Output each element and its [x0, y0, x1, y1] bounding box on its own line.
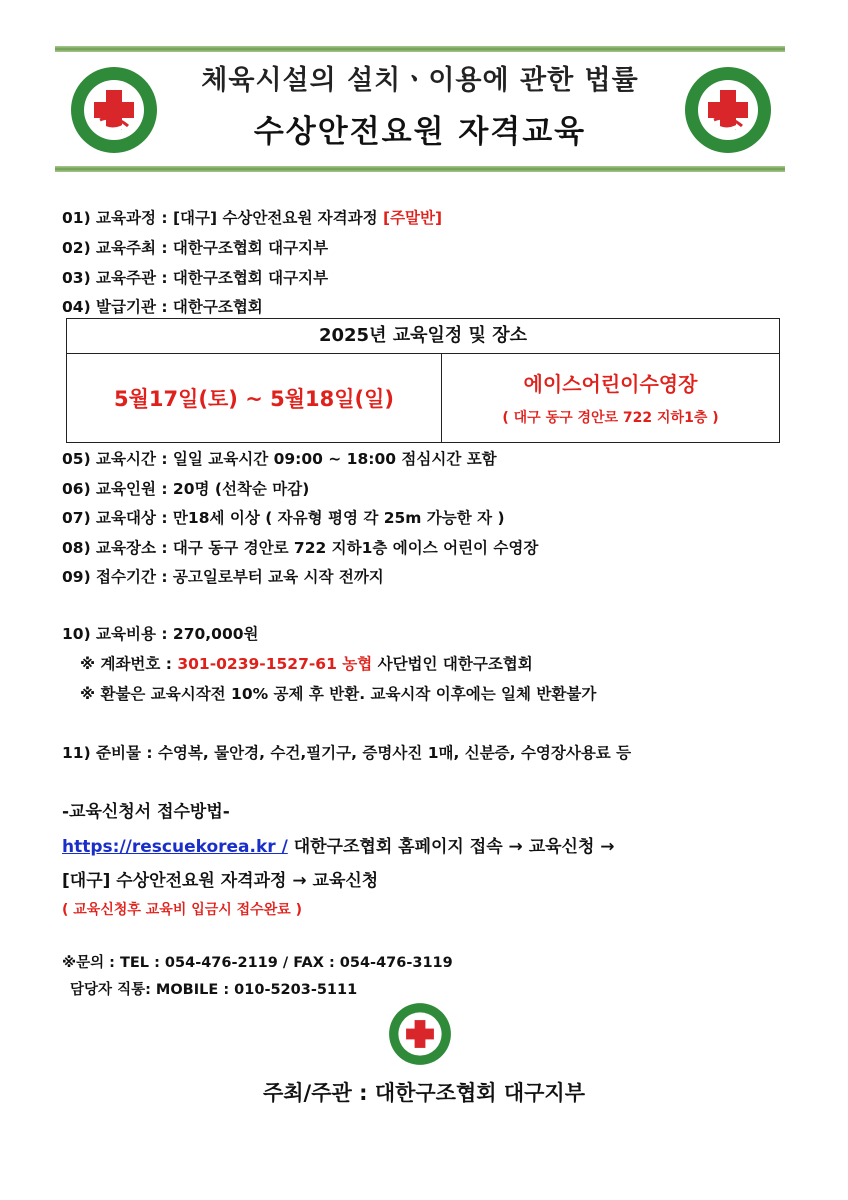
header-top-bar	[55, 46, 785, 52]
venue-name: 에이스어린이수영장	[523, 372, 698, 396]
header-title-course: 수상안전요원 자격교육	[253, 114, 587, 150]
schedule-dates: 5월17일(토) ~ 5월18일(일)	[67, 354, 442, 442]
application-step-text: 대한구조협회 홈페이지 접속 → 교육신청 →	[287, 837, 615, 857]
refund-note: ※ 환불은 교육시작전 10% 공제 후 반환. 교육시작 이후에는 일체 반환불가	[80, 685, 597, 703]
association-logo-right	[684, 66, 772, 154]
weekend-class-badge: [주말반]	[382, 209, 443, 227]
application-steps-line1	[62, 832, 615, 857]
item-fee: 10) 교육비용 : 270,000원	[62, 625, 259, 643]
item-course	[62, 206, 442, 228]
item-location: 08) 교육장소 : 대구 동구 경안로 722 지하1층 에이스 어린이 수영장	[62, 539, 539, 557]
item-capacity: 06) 교육인원 : 20명 (선착순 마감)	[62, 480, 310, 498]
association-logo-footer	[380, 1000, 460, 1068]
header-bottom-bar	[55, 166, 785, 172]
schedule-venue-cell	[442, 354, 779, 442]
item-issuer: 04) 발급기관 : 대한구조협회	[62, 298, 263, 316]
item-course-label: 01) 교육과정 :	[62, 209, 173, 227]
contact-mobile: 담당자 직통: MOBILE : 010-5203-5111	[70, 982, 358, 998]
item-host: 02) 교육주최 : 대한구조협회 대구지부	[62, 239, 329, 257]
item-eligibility: 07) 교육대상 : 만18세 이상 ( 자유형 평영 각 25m 가능한 자 )	[62, 509, 505, 527]
rescue-cross-icon	[70, 66, 158, 154]
rescue-cross-icon	[380, 1000, 460, 1068]
application-note: ( 교육신청후 교육비 입금시 접수완료 )	[62, 902, 303, 918]
item-course-value: [대구] 수상안전요원 자격과정	[172, 209, 383, 227]
schedule-table	[66, 318, 780, 443]
header-title-law: 체육시설의 설치ㆍ이용에 관한 법률	[201, 65, 639, 96]
account-label: ※ 계좌번호 :	[80, 655, 178, 673]
footer-host: 주최/주관 : 대한구조협회 대구지부	[262, 1081, 585, 1105]
schedule-heading: 2025년 교육일정 및 장소	[67, 319, 779, 354]
contact-phone-fax: ※문의 : TEL : 054-476-2119 / FAX : 054-476-3119	[62, 955, 453, 971]
application-heading: -교육신청서 접수방법-	[62, 802, 230, 822]
item-hours: 05) 교육시간 : 일일 교육시간 09:00 ~ 18:00 점심시간 포함	[62, 450, 497, 468]
application-steps-line2: [대구] 수상안전요원 자격과정 → 교육신청	[62, 871, 379, 891]
item-registration-period: 09) 접수기간 : 공고일로부터 교육 시작 전까지	[62, 568, 384, 586]
account-owner: 사단법인 대한구조협회	[372, 655, 533, 673]
item-organizer: 03) 교육주관 : 대한구조협회 대구지부	[62, 269, 329, 287]
rescue-cross-icon	[684, 66, 772, 154]
homepage-link[interactable]: https://rescuekorea.kr /	[62, 837, 288, 857]
header-banner	[55, 46, 785, 172]
account-number: 301-0239-1527-61 농협	[177, 655, 373, 673]
item-supplies: 11) 준비물 : 수영복, 물안경, 수건,필기구, 증명사진 1매, 신분증, 수영장사용료 등	[62, 744, 632, 762]
account-info	[80, 652, 533, 674]
association-logo-left	[70, 66, 158, 154]
venue-address: ( 대구 동구 경안로 722 지하1층 )	[502, 410, 719, 426]
